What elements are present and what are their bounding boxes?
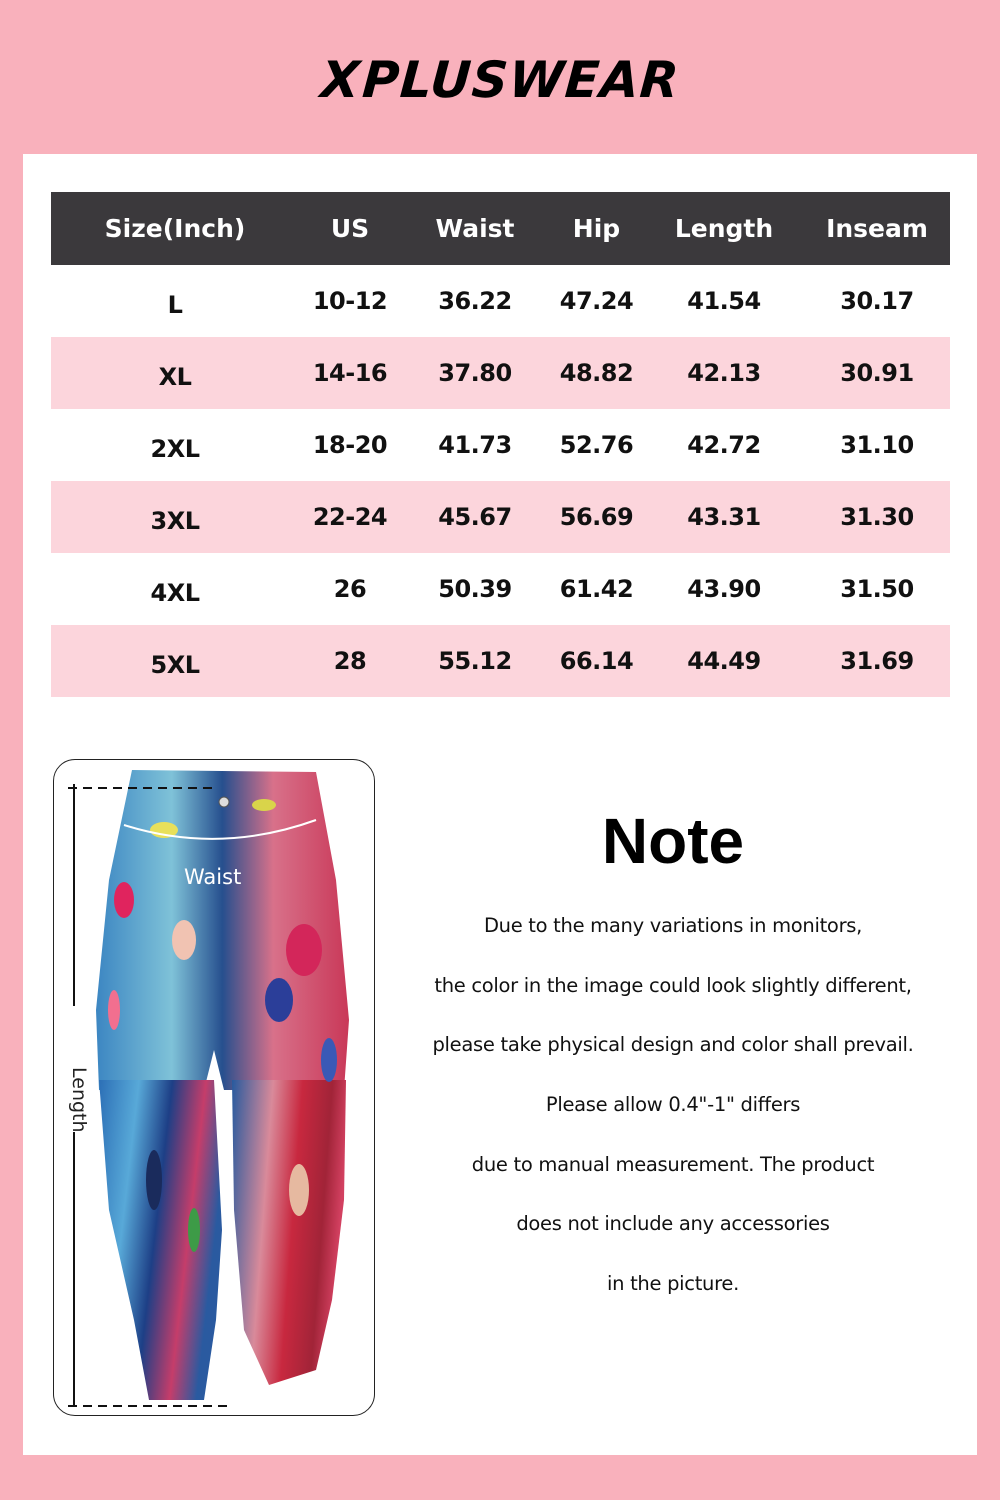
table-row <box>51 337 950 409</box>
header-us: US <box>299 192 401 265</box>
header-waist: Waist <box>401 192 549 265</box>
table-row <box>51 553 950 625</box>
cell-us: 14-16 <box>299 337 401 409</box>
cell-hip: 56.69 <box>549 481 644 553</box>
length-label: Length <box>68 1067 90 1133</box>
cell-inseam: 31.30 <box>804 481 950 553</box>
cell-length: 43.90 <box>687 575 761 603</box>
cell-waist: 37.80 <box>401 337 549 409</box>
table-row <box>51 625 950 697</box>
brand-name-text: PLUSWEAR <box>360 51 682 109</box>
cell-size: L <box>167 291 183 319</box>
note-line: due to manual measurement. The product <box>471 1152 875 1176</box>
note-title: Note <box>601 805 745 877</box>
header-hip: Hip <box>549 192 644 265</box>
cell-size: XL <box>51 337 299 409</box>
note-line: please take physical design and color shall prevail. <box>432 1033 914 1057</box>
cell-waist: 41.73 <box>438 431 512 459</box>
note-text <box>393 914 953 1332</box>
cell-length: 44.49 <box>644 625 804 697</box>
table-row <box>51 409 950 481</box>
size-chart-card <box>23 154 977 1455</box>
cell-hip: 61.42 <box>559 575 634 603</box>
cell-inseam: 30.91 <box>804 337 950 409</box>
cell-size: 4XL <box>150 579 200 607</box>
note-line: Please allow 0.4"-1" differs <box>545 1093 801 1117</box>
cell-us: 10-12 <box>312 287 388 315</box>
note-line: the color in the image could look slightly different, <box>434 973 912 997</box>
note-line: does not include any accessories <box>516 1212 830 1236</box>
cell-inseam: 30.17 <box>840 287 914 315</box>
cell-hip: 66.14 <box>549 625 644 697</box>
painted-jeans-image <box>54 760 375 1416</box>
header-length: Length <box>644 192 804 265</box>
cell-inseam: 31.50 <box>840 575 914 603</box>
table-header-row <box>51 192 950 265</box>
table-row <box>51 265 950 337</box>
cell-inseam: 31.10 <box>840 431 914 459</box>
cell-hip: 52.76 <box>559 431 634 459</box>
brand-logo <box>319 51 682 109</box>
cell-waist: 55.12 <box>401 625 549 697</box>
cell-size: 5XL <box>51 625 299 697</box>
cell-hip: 48.82 <box>549 337 644 409</box>
cell-us: 22-24 <box>299 481 401 553</box>
header-inseam: Inseam <box>804 192 950 265</box>
size-table <box>51 192 950 697</box>
waist-label: Waist <box>184 865 242 889</box>
cell-waist: 36.22 <box>438 287 512 315</box>
measurement-diagram <box>53 759 375 1416</box>
cell-size: 2XL <box>150 435 200 463</box>
cell-hip: 47.24 <box>559 287 634 315</box>
note-line: Due to the many variations in monitors, <box>483 914 863 937</box>
cell-length: 42.72 <box>687 431 761 459</box>
logo-x-icon: X <box>318 51 363 109</box>
cell-length: 42.13 <box>644 337 804 409</box>
header-size: Size(Inch) <box>51 192 299 265</box>
table-row <box>51 481 950 553</box>
note-line: in the picture. <box>607 1272 739 1296</box>
cell-length: 41.54 <box>687 287 761 315</box>
cell-waist: 50.39 <box>438 575 512 603</box>
cell-length: 43.31 <box>644 481 804 553</box>
cell-us: 18-20 <box>312 431 388 459</box>
cell-us: 28 <box>299 625 401 697</box>
cell-waist: 45.67 <box>401 481 549 553</box>
cell-inseam: 31.69 <box>804 625 950 697</box>
brand-header <box>0 48 1000 112</box>
cell-size: 3XL <box>51 481 299 553</box>
cell-us: 26 <box>333 575 367 603</box>
